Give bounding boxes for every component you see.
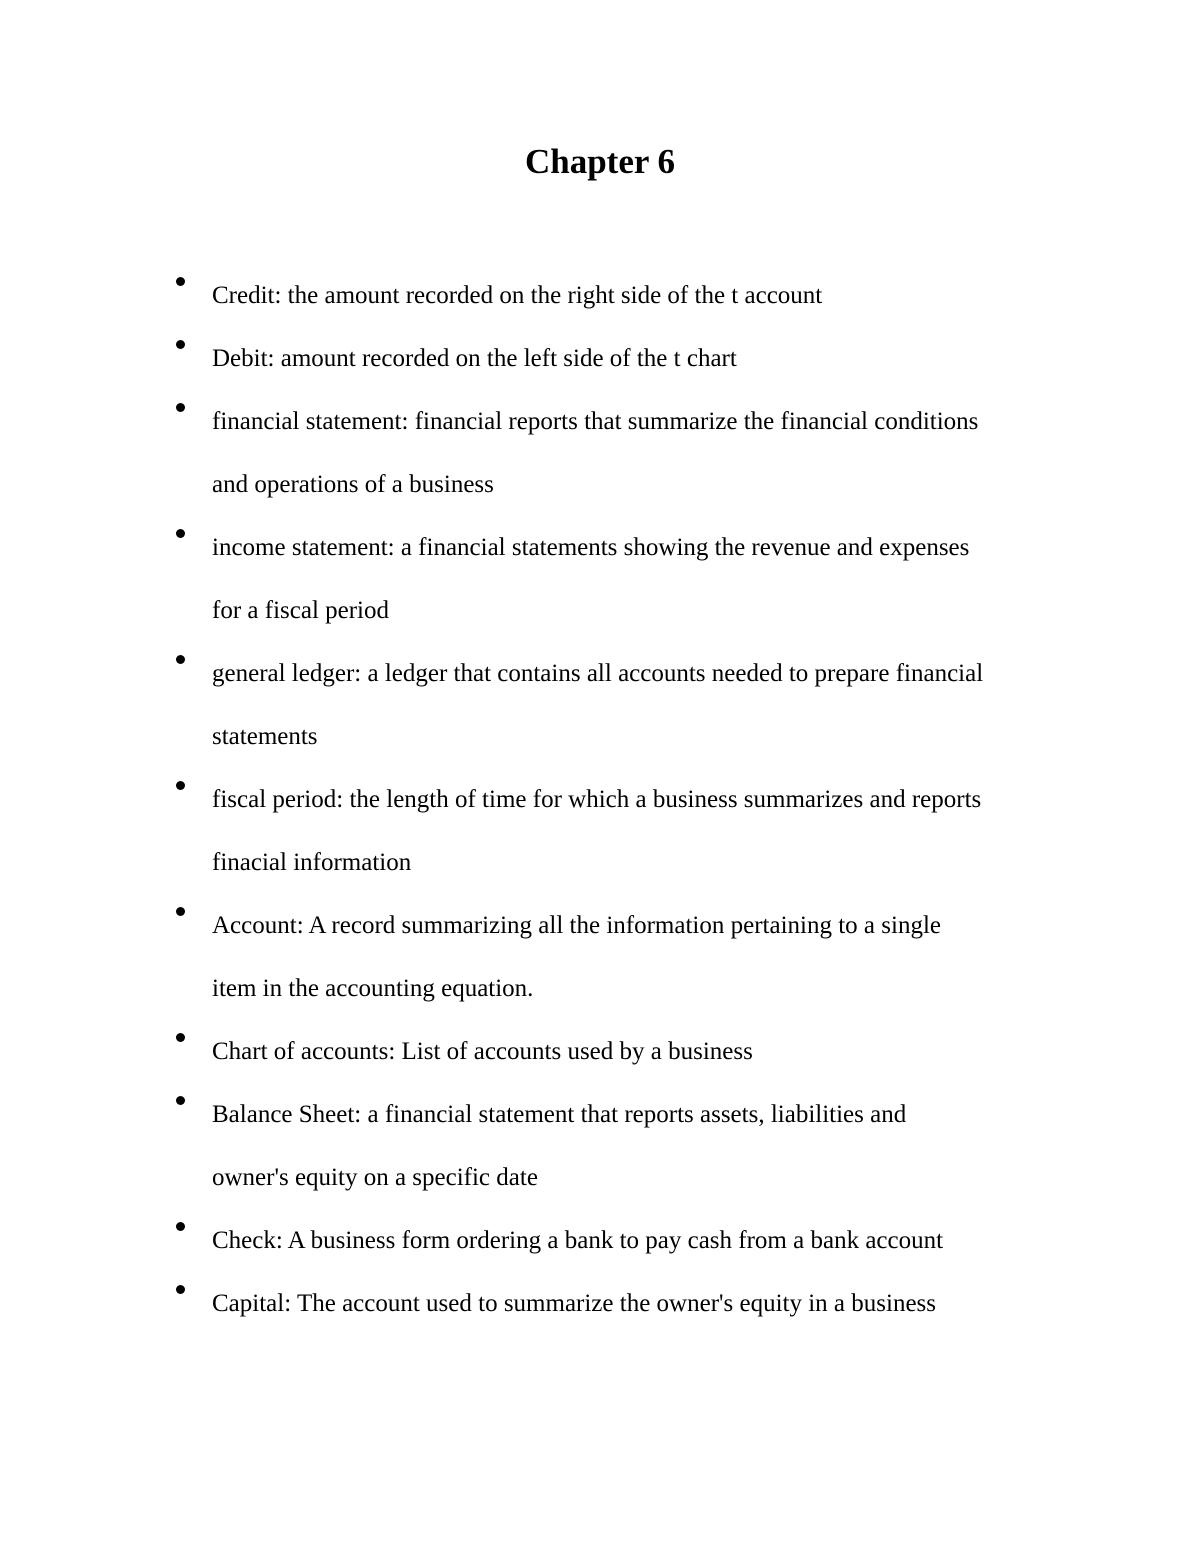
list-item bbox=[174, 1272, 1074, 1335]
bullet-icon bbox=[176, 1096, 185, 1105]
term-text-continued: item in the accounting equation. bbox=[212, 975, 534, 1002]
bullet-icon bbox=[176, 1033, 185, 1042]
term-text: Balance Sheet: a financial statement that reports assets, liabilities and bbox=[212, 1101, 907, 1128]
term-text: general ledger: a ledger that contains all accounts needed to prepare financial bbox=[212, 660, 984, 687]
term-text-continued: owner's equity on a specific date bbox=[212, 1164, 538, 1191]
term-text: Credit: the amount recorded on the right side of the t account bbox=[212, 282, 823, 309]
term-text: Debit: amount recorded on the left side of the t chart bbox=[212, 345, 737, 372]
bullet-icon bbox=[176, 1222, 185, 1231]
term-list bbox=[174, 264, 1074, 1335]
list-item bbox=[174, 390, 1074, 516]
term-text: Chart of accounts: List of accounts used by a business bbox=[212, 1038, 753, 1065]
bullet-icon bbox=[176, 907, 185, 916]
term-text-continued: finacial information bbox=[212, 849, 412, 876]
term-text-continued: for a fiscal period bbox=[212, 597, 390, 624]
bullet-icon bbox=[176, 1285, 185, 1294]
list-item bbox=[174, 642, 1074, 768]
list-item bbox=[174, 327, 1074, 390]
bullet-icon bbox=[176, 340, 185, 349]
bullet-icon bbox=[176, 529, 185, 538]
bullet-icon bbox=[176, 277, 185, 286]
list-item bbox=[174, 768, 1074, 894]
bullet-icon bbox=[176, 781, 185, 790]
list-item bbox=[174, 264, 1074, 327]
list-item bbox=[174, 1209, 1074, 1272]
list-item bbox=[174, 1083, 1074, 1209]
term-text: Capital: The account used to summarize the owner's equity in a business bbox=[212, 1290, 937, 1317]
term-text-continued: statements bbox=[212, 723, 318, 750]
list-item bbox=[174, 894, 1074, 1020]
term-text: income statement: a financial statements showing the revenue and expenses bbox=[212, 534, 970, 561]
term-text: Check: A business form ordering a bank to pay cash from a bank account bbox=[212, 1227, 944, 1254]
list-item bbox=[174, 1020, 1074, 1083]
term-text-continued: and operations of a business bbox=[212, 471, 494, 498]
term-text: fiscal period: the length of time for which a business summarizes and reports bbox=[212, 786, 982, 813]
bullet-icon bbox=[176, 403, 185, 412]
page-title: Chapter 6 bbox=[524, 142, 676, 181]
bullet-icon bbox=[176, 655, 185, 664]
list-item bbox=[174, 516, 1074, 642]
term-text: financial statement: financial reports that summarize the financial conditions bbox=[212, 408, 979, 435]
term-text: Account: A record summarizing all the information pertaining to a single bbox=[212, 912, 941, 939]
